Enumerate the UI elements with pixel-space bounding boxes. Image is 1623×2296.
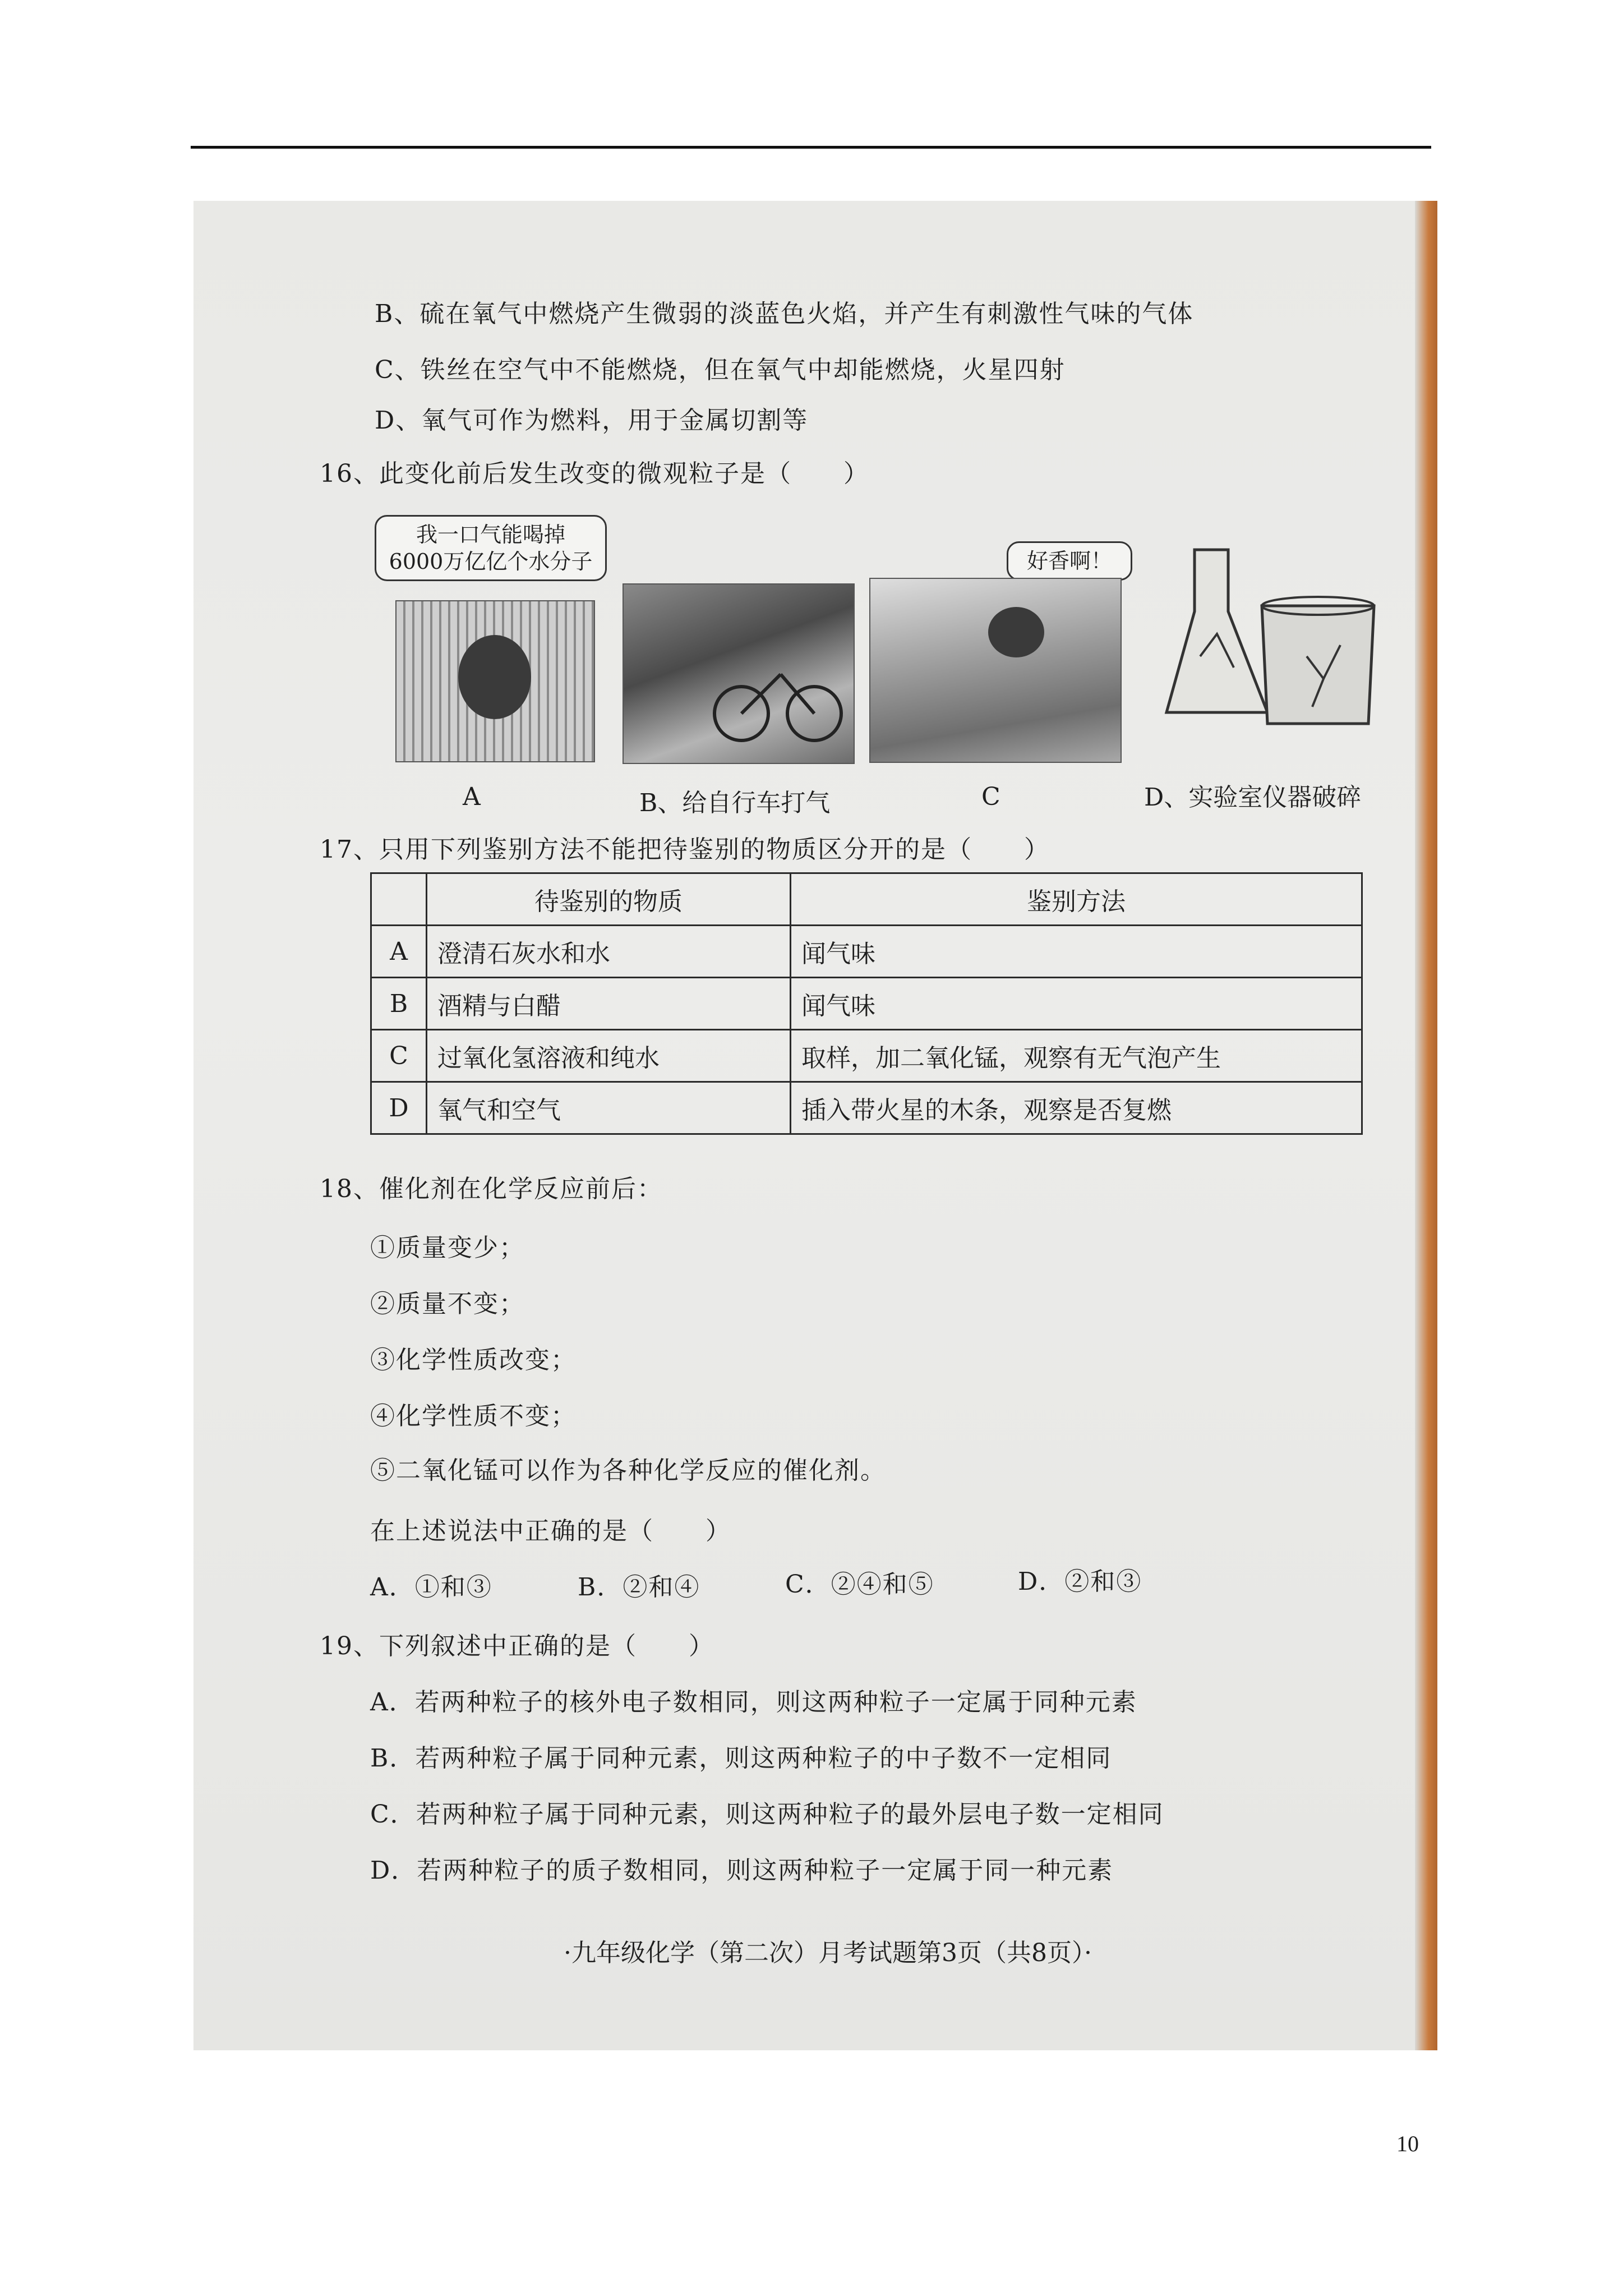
speech-bubble-a-line1: 我一口气能喝掉 [416, 522, 565, 547]
row-substance: 酒精与白醋 [427, 978, 791, 1030]
row-substance: 澄清石灰水和水 [427, 926, 791, 978]
row-label: B [371, 978, 427, 1030]
q18-option-a: A．①和③ [370, 1573, 492, 1602]
table-header-row [371, 873, 1362, 926]
table-row [371, 978, 1362, 1030]
table-header-substance: 待鉴别的物质 [427, 873, 791, 926]
q17-table [370, 872, 1363, 1135]
q18-stem: 18、催化剂在化学反应前后： [320, 1175, 663, 1203]
q17-stem: 17、只用下列鉴别方法不能把待鉴别的物质区分开的是（ ） [320, 835, 1050, 864]
q18-item-2: ②质量不变； [370, 1290, 525, 1318]
q19-option-d: D．若两种粒子的质子数相同，则这两种粒子一定属于同一种元素 [370, 1856, 1114, 1885]
flask-beaker-icon [1155, 544, 1391, 735]
row-label: A [371, 926, 427, 978]
figure-b-bicycle-pump [623, 583, 855, 764]
caption-d: D、实验室仪器破碎 [1144, 783, 1362, 812]
q19-option-c: C．若两种粒子属于同种元素，则这两种粒子的最外层电子数一定相同 [370, 1800, 1164, 1829]
speech-bubble-a [375, 515, 607, 581]
bicycle-icon [624, 585, 854, 763]
caption-a: A [463, 783, 481, 811]
table-row [371, 1030, 1362, 1082]
row-method: 取样，加二氧化锰，观察有无气泡产生 [791, 1030, 1362, 1082]
row-method: 闻气味 [791, 978, 1362, 1030]
q15-option-c: C、铁丝在空气中不能燃烧，但在氧气中却能燃烧，火星四射 [375, 356, 1066, 384]
row-method: 闻气味 [791, 926, 1362, 978]
row-substance: 过氧化氢溶液和纯水 [427, 1030, 791, 1082]
row-substance: 氧气和空气 [427, 1082, 791, 1134]
speech-bubble-c: 好香啊！ [1007, 541, 1132, 581]
q18-item-5: ⑤二氧化锰可以作为各种化学反应的催化剂。 [370, 1456, 886, 1485]
q18-option-d: D．②和③ [1018, 1567, 1142, 1596]
figure-a-boy-drinking [395, 600, 595, 762]
table-header-blank [371, 873, 427, 926]
q15-option-b: B、硫在氧气中燃烧产生微弱的淡蓝色火焰，并产生有刺激性气味的气体 [375, 300, 1194, 328]
q18-item-3: ③化学性质改变； [370, 1346, 577, 1374]
row-label: C [371, 1030, 427, 1082]
q18-item-4: ④化学性质不变； [370, 1402, 577, 1430]
row-label: D [371, 1082, 427, 1134]
q16-stem: 16、此变化前后发生改变的微观粒子是（ ） [320, 459, 869, 488]
q18-option-b: B．②和④ [578, 1573, 700, 1602]
q19-option-b: B．若两种粒子属于同种元素，则这两种粒子的中子数不一定相同 [370, 1744, 1112, 1773]
q19-option-a: A．若两种粒子的核外电子数相同，则这两种粒子一定属于同种元素 [370, 1688, 1137, 1717]
figure-c-child-smelling-flowers [869, 578, 1122, 763]
row-method: 插入带火星的木条，观察是否复燃 [791, 1082, 1362, 1134]
q19-stem: 19、下列叙述中正确的是（ ） [320, 1632, 714, 1660]
caption-c: C [981, 783, 1000, 811]
speech-bubble-a-line2: 6000万亿亿个水分子 [389, 549, 593, 574]
table-row [371, 1082, 1362, 1134]
figure-d-broken-glassware [1155, 544, 1391, 735]
q18-item-1: ①质量变少； [370, 1234, 525, 1262]
q15-option-d: D、氧气可作为燃料，用于金属切割等 [375, 406, 809, 435]
page-footer: ·九年级化学（第二次）月考试题第3页（共8页）· [564, 1939, 1092, 1967]
page-number: 10 [1396, 2131, 1419, 2156]
boy-head-icon [458, 635, 531, 719]
caption-b: B、给自行车打气 [639, 789, 831, 817]
table-header-method: 鉴别方法 [791, 873, 1362, 926]
table-row [371, 926, 1362, 978]
child-head-icon [988, 607, 1044, 657]
q18-option-c: C．②④和⑤ [785, 1570, 934, 1599]
top-rule [191, 146, 1431, 149]
q18-ask: 在上述说法中正确的是（ ） [370, 1517, 731, 1545]
photo-edge [1415, 201, 1437, 2050]
